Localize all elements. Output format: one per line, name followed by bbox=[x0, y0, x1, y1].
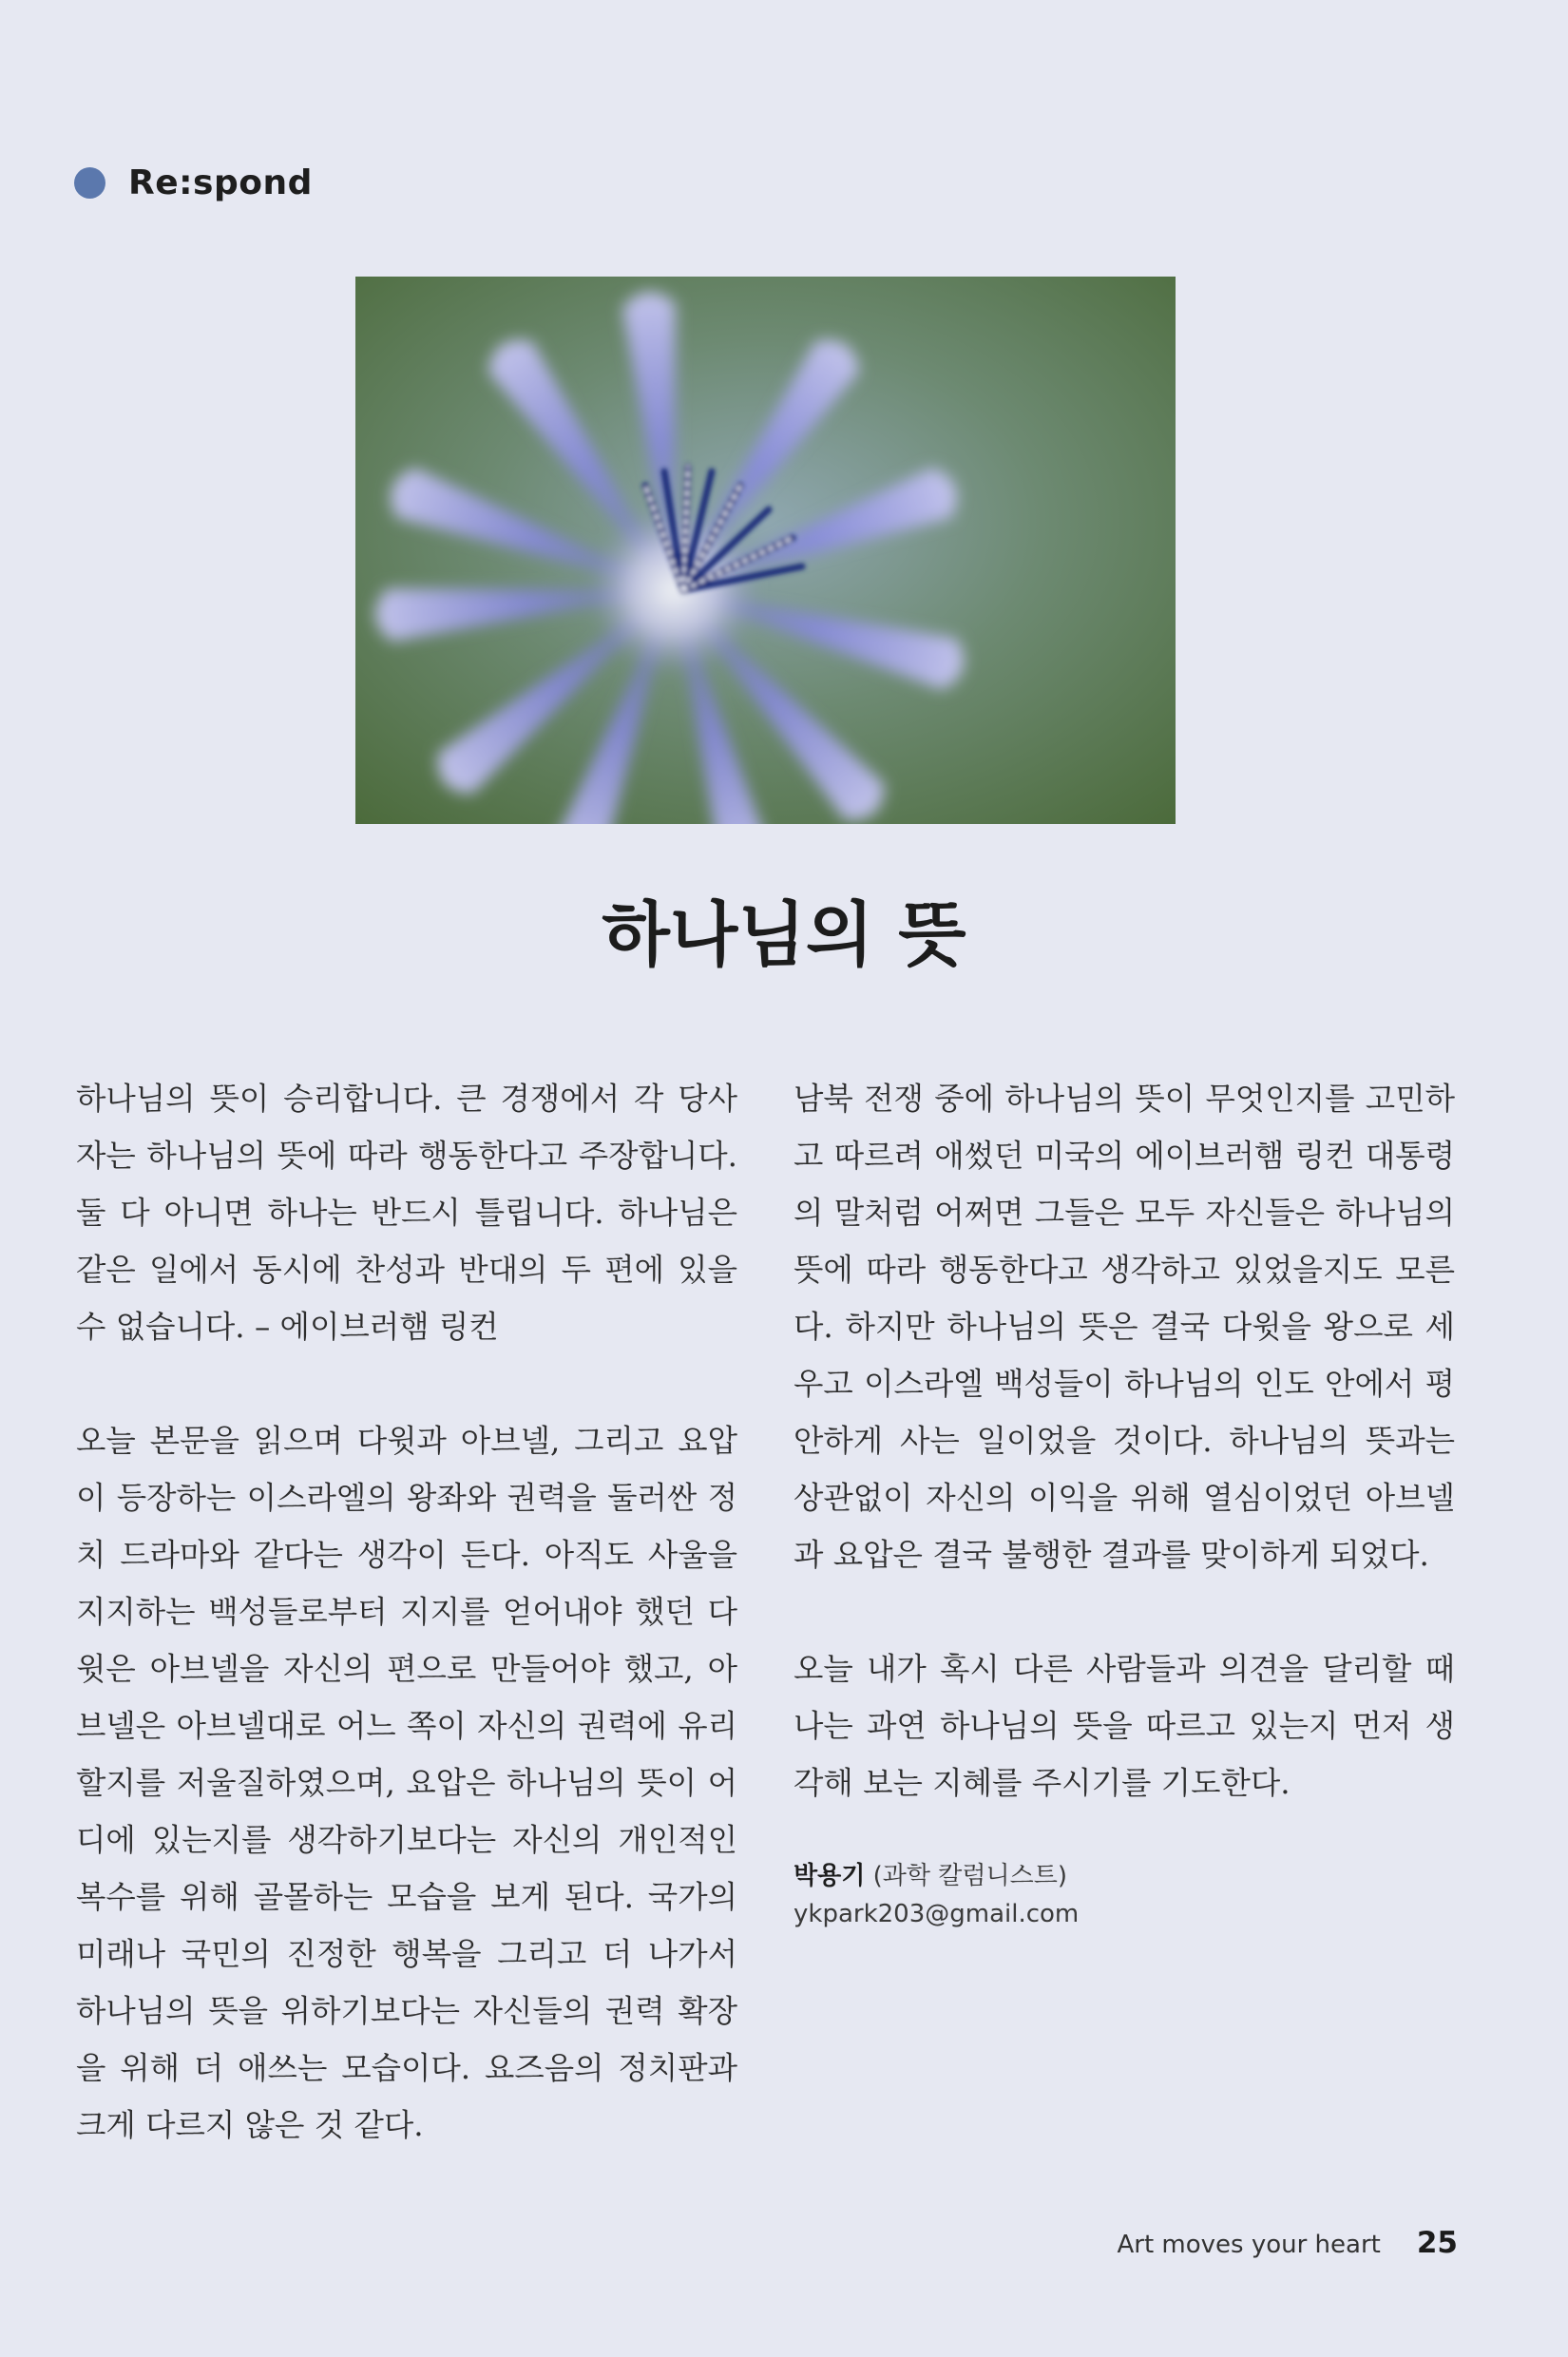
section-label bbox=[74, 163, 313, 202]
quote-paragraph: 하나님의 뜻이 승리합니다. 큰 경쟁에서 각 당사자는 하나님의 뜻에 따라 행동한다고 주장합니다. 둘 다 아니면 하나는 반드시 틀립니다. 하나님은 같은 일에서 동시에 찬성과 반대의 두 편에 있을 수 없습니다. – 에이브러햄 링컨 bbox=[76, 1081, 737, 1345]
page-footer bbox=[1117, 2226, 1458, 2260]
page-number: 25 bbox=[1416, 2226, 1458, 2260]
section-label-text: Re:spond bbox=[128, 163, 313, 202]
footer-tagline: Art moves your heart bbox=[1117, 2231, 1381, 2259]
section-dot-icon bbox=[74, 167, 105, 199]
hero-image-blue-flower bbox=[355, 277, 1176, 824]
article-column-right bbox=[794, 1070, 1455, 1933]
article-title: 하나님의 뜻 bbox=[602, 894, 966, 976]
author-byline bbox=[794, 1857, 1455, 1933]
article-column-left bbox=[76, 1070, 737, 2211]
body-paragraph: 오늘 내가 혹시 다른 사람들과 의견을 달리할 때 나는 과연 하나님의 뜻을 따르고 있는지 먼저 생각해 보는 지혜를 주시기를 기도한다. bbox=[794, 1651, 1455, 1801]
body-paragraph: 오늘 본문을 읽으며 다윗과 아브넬, 그리고 요압이 등장하는 이스라엘의 왕좌와 권력을 둘러싼 정치 드라마와 같다는 생각이 든다. 아직도 사울을 지지하는 백성들로부터 지지를 얻어내야 했던 다윗은 아브넬을 자신의 편으로 만들어야 했고, 아브넬은 아브넬대로 어느 쪽이 자신의 권력에 유리할지를 저울질하였으며, 요압은 하나님의 뜻이 어디에 있는지를 생각하기보다는 자신의 개인적인 복수를 위해 골몰하는 모습을 보게 된다. 국가의 미래나 국민의 진정한 행복을 그리고 더 나가서 하나님의 뜻을 위하기보다는 자신들의 권력 확장을 위해 더 애쓰는 모습이다. 요즈음의 정치판과 크게 다르지 않은 것 같다. bbox=[76, 1423, 737, 2143]
body-paragraph: 남북 전쟁 중에 하나님의 뜻이 무엇인지를 고민하고 따르려 애썼던 미국의 에이브러햄 링컨 대통령의 말처럼 어쩌면 그들은 모두 자신들은 하나님의 뜻에 따라 행동한다고 생각하고 있었을지도 모른다. 하지만 하나님의 뜻은 결국 다윗을 왕으로 세우고 이스라엘 백성들이 하나님의 인도 안에서 평안하게 사는 일이었을 것이다. 하나님의 뜻과는 상관없이 자신의 이익을 위해 열심이었던 아브넬과 요압은 결국 불행한 결과를 맞이하게 되었다. bbox=[794, 1081, 1455, 1573]
author-email: ykpark203@gmail.com bbox=[794, 1900, 1080, 1928]
author-role: (과학 칼럼니스트) bbox=[872, 1862, 1067, 1890]
author-name: 박용기 bbox=[794, 1862, 866, 1890]
